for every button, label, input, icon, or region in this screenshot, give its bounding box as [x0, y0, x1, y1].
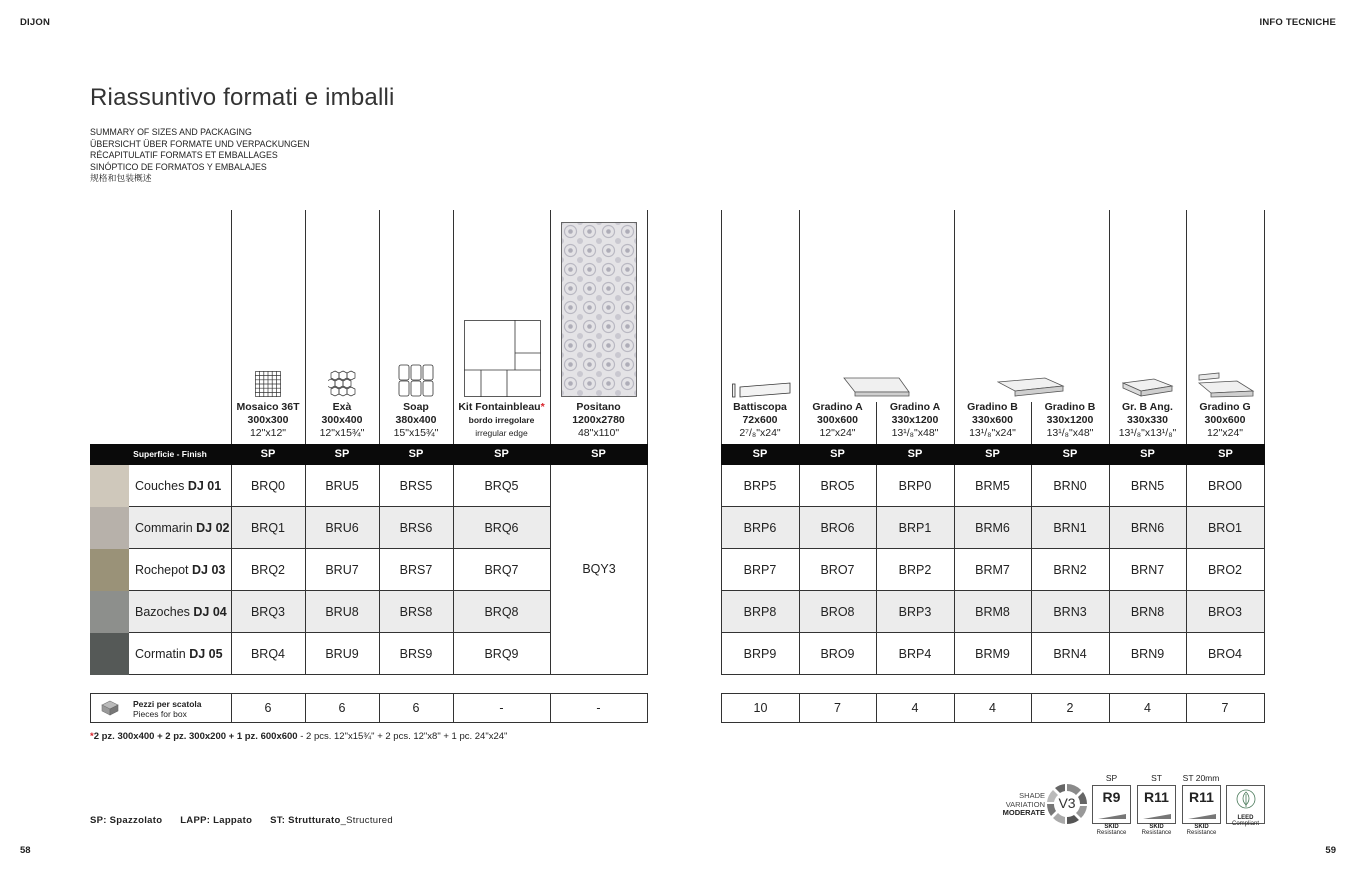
col-name: Battiscopa: [733, 401, 787, 413]
col-name: Positano: [576, 401, 621, 413]
step-g-icon: [1197, 372, 1255, 398]
product-code: BRO5: [820, 479, 855, 493]
badge-value: R9: [1102, 789, 1121, 805]
color-name: Rochepot: [135, 563, 189, 577]
col-name: Kit Fontainbleau: [458, 401, 541, 413]
subtitle-fr: RÉCAPITULATIF FORMATS ET EMBALLAGES: [90, 150, 278, 160]
product-code: BRS8: [399, 605, 433, 619]
col-size-inch: 2⁷/₈"x24": [739, 427, 781, 439]
subtitle-en: SUMMARY OF SIZES AND PACKAGING: [90, 127, 252, 137]
footnote-rest: - 2 pcs. 12"x15¾" + 2 pcs. 12"x8" + 1 pc. 24"x24": [297, 731, 508, 742]
page-title: Riassuntivo formati e imballi: [90, 84, 395, 111]
col-name: Mosaico 36T: [236, 401, 300, 413]
color-swatch: [90, 591, 129, 633]
divider: [1109, 465, 1110, 674]
divider: [647, 465, 648, 674]
product-code: BRO0: [1207, 479, 1243, 493]
finish-code: SP: [752, 448, 768, 460]
finish-header-label: Superficie - Finish: [133, 449, 207, 459]
skid-r11-badge: [1137, 785, 1176, 836]
product-code: BRP1: [898, 521, 932, 535]
mosaic-tile-icon: [255, 371, 281, 397]
step-b-icon: [997, 376, 1065, 398]
product-code: BRO6: [820, 521, 855, 535]
product-code: BRN0: [1053, 479, 1087, 493]
color-name: Commarin: [135, 521, 193, 535]
legend-st-en: _Structured: [340, 815, 393, 826]
positano-merged-cell: [551, 465, 647, 673]
color-code: DJ 03: [192, 563, 226, 577]
color-name: Bazoches: [135, 605, 190, 619]
col-header-gradino-g: [1186, 401, 1264, 440]
soap-tile-icon: [398, 364, 434, 397]
pieces-label-en: Pieces for box: [133, 709, 187, 719]
col-name: Gr. B Ang.: [1122, 401, 1173, 413]
col-header-gradino-b-600: [954, 401, 1031, 440]
pieces-count: 4: [1144, 701, 1151, 715]
shade-line3: MODERATE: [1002, 808, 1045, 817]
col-size-inch: 12"x15¾": [319, 427, 365, 439]
subtitle-block: [90, 127, 309, 185]
footnote: [90, 731, 507, 742]
product-code: BRP6: [743, 521, 777, 535]
header-right: INFO TECNICHE: [1259, 17, 1336, 28]
product-code: BRO2: [1207, 563, 1243, 577]
product-code: BRP4: [898, 647, 932, 661]
col-size-inch: 13¹/₈"x48": [1046, 427, 1094, 439]
table-row: [721, 465, 1265, 507]
pieces-count: 4: [989, 701, 996, 715]
product-code: BRQ7: [484, 563, 519, 577]
col-size-mm: 1200x2780: [572, 414, 625, 426]
pieces-count: 2: [1066, 701, 1074, 715]
product-code: BRO3: [1207, 605, 1243, 619]
col-name: Gradino B: [1044, 401, 1096, 413]
product-code: BRQ6: [484, 521, 519, 535]
product-code: BRS5: [399, 479, 433, 493]
finish-code: SP: [907, 448, 923, 460]
product-code: BRQ8: [484, 605, 519, 619]
divider: [876, 465, 877, 674]
col-size-mm: 300x300: [247, 414, 289, 426]
shade-variation-label: [990, 792, 1045, 818]
step-a-icon: [843, 376, 911, 398]
col-name: Gradino A: [812, 401, 863, 413]
color-swatch: [90, 633, 129, 675]
pieces-count: 6: [264, 701, 272, 715]
finish-code: SP: [260, 448, 276, 460]
col-size-inch: 13¹/₈"x13¹/₈": [1118, 427, 1177, 439]
finish-code: SP: [985, 448, 1000, 460]
color-code: DJ 04: [193, 605, 227, 619]
shade-line1: SHADE: [1019, 791, 1045, 800]
product-code: BRP7: [743, 563, 777, 577]
table-row: [721, 507, 1265, 549]
pieces-count: -: [596, 701, 601, 715]
product-code: BRN9: [1130, 647, 1165, 661]
legend-sp: SP: Spazzolato: [90, 815, 163, 826]
col-size-inch: 12"x24": [819, 427, 856, 439]
product-code: BRP5: [743, 479, 777, 493]
product-code: BRM6: [975, 521, 1010, 535]
product-code: BRP9: [743, 647, 777, 661]
finish-legend: [90, 815, 393, 826]
product-code: BRO9: [820, 647, 855, 661]
row-label: [135, 549, 225, 591]
badge-sub2: Resistance: [1141, 830, 1172, 836]
row-label: [135, 507, 230, 549]
divider: [647, 210, 648, 444]
badge-sub2: Resistance: [1186, 830, 1217, 836]
page-number-left: 58: [20, 845, 31, 856]
finish-code: SP: [408, 448, 424, 460]
badge-sub2: Compliant: [1231, 821, 1259, 827]
product-code: BRP2: [898, 563, 932, 577]
badge-sub1: SKID: [1104, 824, 1119, 830]
badge-sub1: LEED: [1237, 815, 1254, 821]
col-header-gradino-a-600: [799, 401, 876, 440]
divider: [1264, 210, 1265, 444]
col-size-inch: 12"x12": [249, 427, 287, 439]
ramp-icon: [1188, 814, 1216, 819]
divider: [305, 465, 306, 674]
badge-sub1: SKID: [1149, 824, 1164, 830]
finish-code: SP: [1218, 448, 1233, 460]
col-size-mm: 330x1200: [1046, 414, 1094, 426]
badge-top-label: ST: [1151, 773, 1162, 783]
product-code: BRU9: [325, 647, 359, 661]
divider: [799, 465, 800, 674]
col-size-inch: 15"x15¾": [393, 427, 439, 439]
divider: [1186, 465, 1187, 674]
product-code: BRU8: [325, 605, 359, 619]
col-size-mm: 72x600: [742, 414, 778, 426]
badge-value: R11: [1189, 789, 1214, 805]
product-code: BRQ1: [250, 521, 286, 535]
skirting-icon: [732, 381, 792, 398]
pieces-count: -: [499, 701, 504, 715]
col-size-mm: 330x1200: [891, 414, 939, 426]
col-name: Exà: [332, 401, 352, 413]
color-name: Couches: [135, 479, 185, 493]
table-row: [721, 549, 1265, 591]
col-size-mm: 300x400: [321, 414, 363, 426]
color-code: DJ 02: [196, 521, 230, 535]
col-header-gradino-b-1200: [1031, 401, 1109, 440]
product-code: BRN8: [1130, 605, 1165, 619]
badge-top-label: SP: [1105, 773, 1118, 783]
product-code: BRO7: [820, 563, 855, 577]
col-header-soap: [379, 401, 453, 440]
kit-fontainbleau-layout-icon: [464, 320, 542, 398]
row-label: [135, 633, 223, 675]
color-swatch: [90, 465, 129, 507]
color-name: Cormatin: [135, 647, 186, 661]
col-header-positano: [550, 401, 647, 440]
row-label: [135, 591, 227, 633]
skid-r11-20mm-badge: [1182, 785, 1221, 836]
product-code: BRQ5: [484, 479, 519, 493]
positano-code: BQY3: [582, 562, 616, 576]
product-code: BRO8: [820, 605, 855, 619]
pieces-count: 4: [911, 701, 919, 715]
col-size-mm: 300x600: [1204, 414, 1246, 426]
product-code: BRS6: [399, 521, 433, 535]
divider: [1031, 465, 1032, 674]
col-size-mm: 380x400: [395, 414, 437, 426]
product-code: BRN5: [1130, 479, 1165, 493]
divider: [231, 465, 232, 674]
product-code: BRU6: [325, 521, 359, 535]
product-code: BRN4: [1053, 647, 1087, 661]
hexagon-tile-icon: [328, 370, 356, 398]
product-code: BRN7: [1130, 563, 1165, 577]
col-header-kit-fontainbleau: [453, 401, 550, 440]
header-left: DIJON: [20, 17, 51, 28]
col-header-gradino-a-1200: [876, 401, 954, 440]
col-size-mm: 330x600: [972, 414, 1013, 426]
finish-code: SP: [1062, 448, 1078, 460]
subtitle-zh: 规格和包装概述: [90, 173, 152, 183]
step-b-corner-icon: [1122, 377, 1174, 398]
subtitle-es: SINÓPTICO DE FORMATOS Y EMBALAJES: [90, 161, 267, 172]
footnote-star: *: [540, 401, 545, 413]
color-code: DJ 05: [189, 647, 223, 661]
finish-code: SP: [1140, 448, 1155, 460]
product-code: BRQ0: [250, 479, 286, 493]
finish-code: SP: [494, 448, 509, 460]
row-label: [135, 465, 221, 507]
col-name: Gradino G: [1199, 401, 1251, 413]
product-code: BRO1: [1207, 521, 1243, 535]
divider: [379, 465, 380, 674]
divider: [1264, 465, 1265, 674]
col-name: Soap: [403, 401, 429, 413]
product-code: BRP8: [743, 605, 777, 619]
product-code: BRM9: [975, 647, 1010, 661]
product-code: BRP0: [898, 479, 932, 493]
divider: [453, 465, 454, 674]
badge-top-label: ST 20mm: [1182, 773, 1220, 783]
box-icon: [101, 700, 119, 716]
product-code: BRN2: [1053, 563, 1087, 577]
pieces-count: 7: [1221, 701, 1229, 715]
badge-sub2: Resistance: [1096, 830, 1127, 836]
table-row: [721, 591, 1265, 633]
col-header-gr-b-ang: [1109, 401, 1186, 440]
col-header-exa: [305, 401, 379, 440]
color-code: DJ 01: [187, 479, 222, 493]
product-code: BRS9: [399, 647, 433, 661]
footnote-bold: 2 pz. 300x400 + 2 pz. 300x200 + 1 pz. 600x600: [93, 731, 298, 742]
product-code: BRO4: [1207, 647, 1243, 661]
product-code: BRS7: [399, 563, 433, 577]
finish-bar-left: [90, 444, 648, 465]
badge-value: R11: [1144, 789, 1169, 805]
divider: [721, 465, 722, 674]
leaf-icon: [1236, 788, 1256, 810]
product-code: BRM8: [975, 605, 1010, 619]
product-code: BRQ4: [250, 647, 286, 661]
product-code: BRQ9: [484, 647, 519, 661]
col-size-inch: 13¹/₈"x24": [969, 427, 1016, 439]
col-note-it: bordo irregolare: [468, 415, 535, 425]
finish-code: SP: [591, 448, 606, 460]
legend-lapp: LAPP: Lappato: [180, 815, 253, 826]
finish-bar-right: [721, 444, 1265, 465]
divider: [954, 465, 955, 674]
finish-code: SP: [334, 448, 350, 460]
product-code: BRN3: [1053, 605, 1087, 619]
shade-line2: VARIATION: [1005, 799, 1045, 809]
shade-value: V3: [1058, 795, 1076, 811]
table-row: [721, 633, 1265, 675]
col-header-battiscopa: [721, 401, 799, 440]
col-size-inch: 13¹/₈"x48": [891, 427, 939, 439]
positano-decor-image: [561, 222, 637, 397]
page-number-right: 59: [1325, 845, 1336, 856]
pieces-row-left: [90, 693, 648, 723]
col-size-inch: 12"x24": [1206, 427, 1244, 439]
subtitle-de: ÜBERSICHT ÜBER FORMATE UND VERPACKUNGEN: [90, 138, 310, 149]
legend-st: ST: Strutturato: [270, 815, 341, 826]
product-code: BRM5: [975, 479, 1010, 493]
col-name: Gradino A: [889, 401, 941, 413]
color-swatch: [90, 507, 129, 549]
badge-sub1: SKID: [1194, 824, 1209, 830]
pieces-count: 10: [753, 701, 768, 715]
col-note-en: irregular edge: [475, 428, 528, 438]
pieces-count: 6: [338, 701, 346, 715]
col-size-mm: 300x600: [817, 414, 858, 426]
footnote-star: *: [90, 731, 94, 742]
product-code: BRQ3: [250, 605, 286, 619]
skid-r9-badge: [1092, 785, 1131, 836]
product-code: BRM7: [975, 563, 1010, 577]
pieces-count: 7: [834, 701, 841, 715]
product-code: BRN1: [1053, 521, 1087, 535]
product-code: BRN6: [1130, 521, 1165, 535]
pieces-row-right: [721, 693, 1265, 723]
ramp-icon: [1143, 814, 1171, 819]
finish-code: SP: [830, 448, 845, 460]
col-name: Gradino B: [967, 401, 1018, 413]
ramp-icon: [1098, 814, 1126, 819]
pieces-label: Pezzi per scatola: [133, 699, 202, 709]
product-code: BRU7: [325, 563, 359, 577]
col-size-mm: 330x330: [1127, 414, 1168, 426]
col-header-mosaico: [231, 401, 305, 440]
product-code: BRQ2: [250, 563, 286, 577]
color-swatch: [90, 549, 129, 591]
leed-compliant-badge: [1226, 785, 1265, 827]
col-size-inch: 48"x110": [577, 427, 620, 439]
product-code: BRP3: [898, 605, 932, 619]
pieces-count: 6: [412, 701, 420, 715]
product-code: BRU5: [325, 479, 359, 493]
